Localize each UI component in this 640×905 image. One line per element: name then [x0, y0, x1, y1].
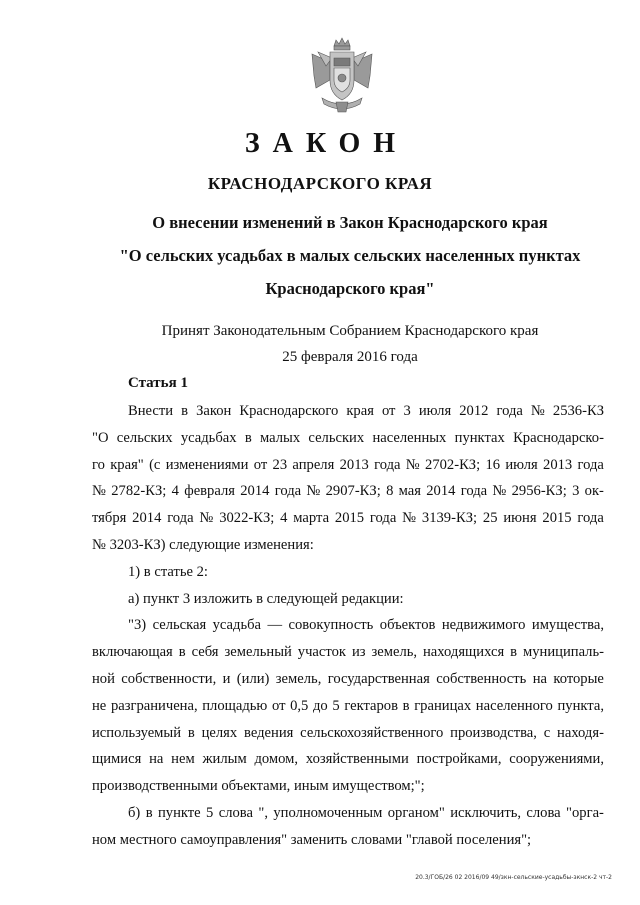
body-word: №: [199, 510, 214, 527]
body-word: и: [222, 670, 231, 687]
body-word: используемый: [92, 724, 182, 741]
body-word: сельских: [308, 429, 365, 446]
body-word: 2015: [334, 510, 365, 527]
body-word: уполномоченным: [273, 804, 383, 821]
body-word: 3022-КЗ;: [219, 510, 275, 527]
heading-line: О внесении изменений в Закон Краснодарского края: [152, 213, 548, 232]
body-line: а) пункт 3 изложить в следующей редакции:: [128, 590, 404, 607]
body-word: собственность: [436, 670, 527, 687]
body-word: 2956-КЗ;: [511, 483, 567, 500]
body-word: 4: [280, 510, 288, 527]
body-word: ",: [258, 804, 268, 821]
body-word: марта: [293, 510, 330, 527]
law-heading: [60, 206, 640, 305]
body-word: года: [460, 483, 488, 500]
body-word: от: [381, 403, 396, 419]
body-word: ок-: [584, 483, 604, 500]
body-word: пункта,: [557, 697, 604, 714]
body-word: №: [306, 483, 321, 500]
body-word: сельскохозяйственного: [300, 724, 444, 741]
body-word: "3): [128, 617, 147, 634]
body-word: б): [128, 804, 141, 821]
body-word: №: [492, 483, 507, 500]
body-word: года: [577, 510, 604, 527]
body-word: апреля: [292, 456, 335, 473]
body-line: [92, 746, 604, 773]
body-line: [92, 505, 604, 532]
adoption-date: 25 февраля 2016 года: [282, 349, 418, 365]
body-line: [92, 693, 604, 720]
body-word: №: [402, 510, 417, 527]
body-word: с: [543, 724, 551, 741]
body-word: домом,: [254, 751, 299, 768]
body-word: земель,: [275, 670, 322, 687]
body-word: из: [351, 644, 366, 661]
body-word: собственности,: [121, 670, 217, 687]
body-word: земель,: [371, 644, 418, 661]
body-word: 2014: [426, 483, 456, 500]
body-word: пункте: [157, 804, 201, 821]
body-word: 25: [482, 510, 498, 527]
body-word: №: [530, 403, 545, 419]
body-word: в: [181, 403, 189, 419]
body-line: [92, 720, 604, 747]
body-word: №: [405, 456, 420, 473]
body-word: исключить,: [450, 804, 522, 821]
body-word: совокупность: [288, 617, 374, 634]
body-word: целях: [201, 724, 238, 741]
body-line: [92, 666, 604, 693]
document-footer: 20.3/ГОБ/26 02 2016/09 49/зкн-сельские-усадьбы-зкнск-2 чт-2: [415, 874, 612, 881]
body-word: усадьбах: [180, 429, 237, 446]
body-word: жилым: [202, 751, 247, 768]
body-word: включающая: [92, 644, 173, 661]
body-word: от: [253, 456, 268, 473]
body-word: Внести: [128, 403, 174, 419]
body-word: в: [187, 724, 195, 741]
body-line: [92, 452, 604, 479]
body-word: объектов: [379, 617, 436, 634]
body-word: июля: [418, 403, 452, 419]
body-word: населенных: [372, 429, 447, 446]
body-word: разграничена,: [110, 697, 198, 714]
body-word: сельских: [116, 429, 173, 446]
body-word: 8: [386, 483, 394, 500]
body-word: себя: [191, 644, 219, 661]
body-word: муниципаль-: [523, 644, 604, 661]
body-line: ном местного самоуправления" заменить словами "главой поселения";: [92, 831, 532, 848]
body-line: [92, 612, 604, 639]
body-word: 5: [206, 804, 214, 821]
body-word: площадью: [202, 697, 268, 714]
body-word: 2702-КЗ;: [425, 456, 481, 473]
body-word: —: [267, 617, 283, 634]
body-word: имущества,: [531, 617, 604, 634]
document-subtitle: КРАСНОДАРСКОГО КРАЯ: [207, 174, 433, 193]
body-word: 2536-КЗ: [552, 403, 604, 419]
body-word: 2782-КЗ;: [111, 483, 167, 500]
body-word: года: [167, 510, 194, 527]
body-word: Краснодарского: [239, 403, 339, 419]
body-word: №: [92, 483, 106, 500]
body-word: малых: [260, 429, 301, 446]
body-word: тября: [92, 510, 127, 527]
body-word: на: [149, 751, 164, 768]
body-word: 23: [272, 456, 288, 473]
body-word: постройками,: [416, 751, 502, 768]
body-line: [92, 800, 604, 827]
body-word: Закон: [196, 403, 232, 419]
body-word: населенного: [475, 697, 553, 714]
body-word: слова: [526, 804, 561, 821]
body-word: участок: [297, 644, 346, 661]
body-line: [92, 478, 604, 505]
body-word: "О: [92, 429, 109, 446]
body-line: [92, 639, 604, 666]
body-word: в: [510, 644, 518, 661]
coat-of-arms-icon: [308, 36, 376, 116]
body-word: "орга-: [566, 804, 604, 821]
body-word: до: [313, 697, 328, 714]
body-word: ной: [92, 670, 115, 687]
body-word: 2014: [132, 510, 162, 527]
body-word: слова: [218, 804, 253, 821]
body-line: 1) в статье 2:: [128, 563, 208, 580]
body-line: [92, 425, 604, 452]
body-word: года: [274, 483, 302, 500]
body-word: 16: [485, 456, 501, 473]
body-word: июля: [505, 456, 538, 473]
body-word: которые: [553, 670, 604, 687]
body-word: государственная: [327, 670, 430, 687]
body-line: производственными объектами, иным имуществом;";: [92, 778, 425, 795]
body-word: в: [145, 804, 153, 821]
article-body: [92, 398, 604, 854]
body-word: пунктах: [454, 429, 505, 446]
body-word: сооружениями,: [509, 751, 604, 768]
body-word: года: [577, 456, 604, 473]
document-title: ЗАКОН: [244, 128, 409, 159]
body-word: края": [110, 456, 144, 473]
body-word: сельская: [152, 617, 207, 634]
body-word: органом": [387, 804, 445, 821]
body-word: (с: [149, 456, 161, 473]
body-word: изменениями: [165, 456, 249, 473]
body-word: недвижимого: [441, 617, 526, 634]
body-word: на: [532, 670, 547, 687]
body-word: щимися: [92, 751, 142, 768]
body-word: хозяйственными: [305, 751, 409, 768]
body-word: июня: [503, 510, 537, 527]
body-word: границах: [414, 697, 472, 714]
body-word: земельный: [224, 644, 292, 661]
body-word: Краснодарско-: [513, 429, 604, 446]
body-word: усадьба: [212, 617, 262, 634]
body-word: 2015: [542, 510, 572, 527]
body-word: 3: [572, 483, 580, 500]
body-word: 5: [332, 697, 340, 714]
body-word: в: [402, 697, 410, 714]
body-word: 3: [403, 403, 411, 419]
body-word: от: [271, 697, 286, 714]
body-word: производства,: [450, 724, 537, 741]
body-line: № 3203-КЗ) следующие изменения:: [92, 536, 314, 553]
body-word: 2012: [459, 403, 489, 419]
body-word: не: [92, 697, 107, 714]
heading-line: "О сельских усадьбах в малых сельских населенных пунктах: [119, 246, 581, 265]
body-word: 4: [171, 483, 179, 500]
body-word: нем: [171, 751, 195, 768]
body-word: го: [92, 456, 105, 473]
body-word: мая: [398, 483, 421, 500]
adoption-text: Принят Законодательным Собранием Краснодарского края: [161, 323, 539, 339]
body-word: 2014: [240, 483, 270, 500]
heading-line: Краснодарского края": [265, 279, 435, 298]
body-word: года: [496, 403, 523, 419]
body-line: [92, 398, 604, 425]
body-word: края: [346, 403, 374, 419]
adoption-note: [60, 318, 640, 370]
body-word: в: [244, 429, 252, 446]
body-word: ведения: [244, 724, 294, 741]
body-word: года: [374, 456, 401, 473]
article-title: Статья 1: [128, 375, 188, 391]
body-word: 2013: [543, 456, 573, 473]
body-word: февраля: [184, 483, 235, 500]
body-word: 0,5: [290, 697, 309, 714]
body-word: находя-: [557, 724, 604, 741]
body-word: 2907-КЗ;: [325, 483, 381, 500]
body-word: 3139-КЗ;: [421, 510, 478, 527]
body-word: в: [178, 644, 186, 661]
body-word: (или): [236, 670, 270, 687]
body-word: гектаров: [344, 697, 398, 714]
body-word: года: [369, 510, 397, 527]
body-word: 2013: [339, 456, 369, 473]
body-word: находящихся: [423, 644, 505, 661]
